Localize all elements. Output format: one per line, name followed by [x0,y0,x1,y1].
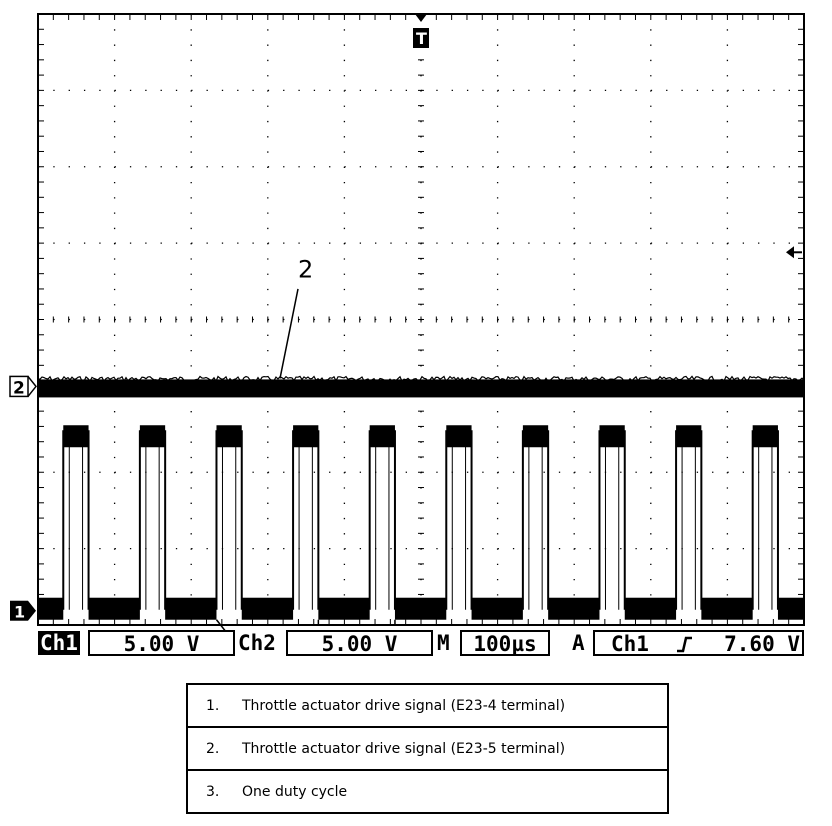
traces [38,376,804,619]
graticule [38,14,804,625]
legend-number: 2. [206,740,220,757]
ch1-low-segment [165,598,216,620]
ch1-low-segment [318,598,369,620]
legend-text: One duty cycle [242,783,348,800]
ch1-marker-text: 1 [14,602,26,622]
rising-edge-icon [675,635,693,653]
ch1-marker-arrow [28,601,36,621]
ch2-marker-icon [10,376,36,398]
ch1-scale: 5.00 V [123,632,200,656]
ch2-marker-text: 2 [13,378,25,399]
legend-text: Throttle actuator drive signal (E23-5 terminal) [242,740,566,757]
ch2-label: Ch2 [238,631,276,655]
trigger-text: T [416,29,427,48]
trigger-arrow [415,14,427,22]
ch2-scale-box [286,630,433,656]
trigger-label: A [572,631,585,655]
ch1-pulse-high [140,425,165,447]
left-arrow-icon [786,246,802,258]
ch1-low-segment [625,598,676,620]
timebase-label: M [437,631,450,655]
ch1-low-segment [395,598,446,620]
ch1-pulse-high [446,425,471,447]
legend-number: 1. [206,697,220,714]
ch1-scale-box [88,630,235,656]
ch1-pulse-high [293,425,318,447]
legend-row [187,727,668,770]
ch1-pulse-high [523,425,548,447]
ch1-low-segment [38,598,63,620]
legend-text: Throttle actuator drive signal (E23-4 terminal) [242,697,566,714]
ch1-low-segment [242,598,293,620]
trigger-source: Ch1 [611,632,649,656]
trigger-level: 7.60 V [724,632,800,656]
ch2-scale: 5.00 V [321,632,398,656]
trigger-level-arrowhead [786,246,794,258]
ch1-pulse-high [63,425,88,447]
legend-row [187,770,668,813]
ch2-trace-band [38,379,804,397]
timebase-scale: 100µs [473,632,537,656]
legend-row [187,684,668,727]
timebase-box [460,630,550,656]
ch1-pulse-high [370,425,395,447]
ch1-pulse-high [599,425,624,447]
trigger-box [593,630,804,656]
ch1-label: Ch1 [40,631,78,655]
ch1-low-segment [701,598,752,620]
ch1-low-segment [778,598,804,620]
ch1-low-segment [89,598,140,620]
annotation-2-leader [280,289,298,378]
trigger-position-icon [413,14,429,48]
ch1-low-segment [548,598,599,620]
ch2-marker-arrow [28,376,36,396]
ch1-pulse-high [753,425,778,447]
ch1-low-segment [472,598,523,620]
legend-table [186,683,669,814]
annotation-2: 2 [298,255,314,284]
ch1-pulse-high [216,425,241,447]
ch1-marker-icon [10,601,36,622]
ch1-pulse-high [676,425,701,447]
legend-number: 3. [206,783,220,800]
